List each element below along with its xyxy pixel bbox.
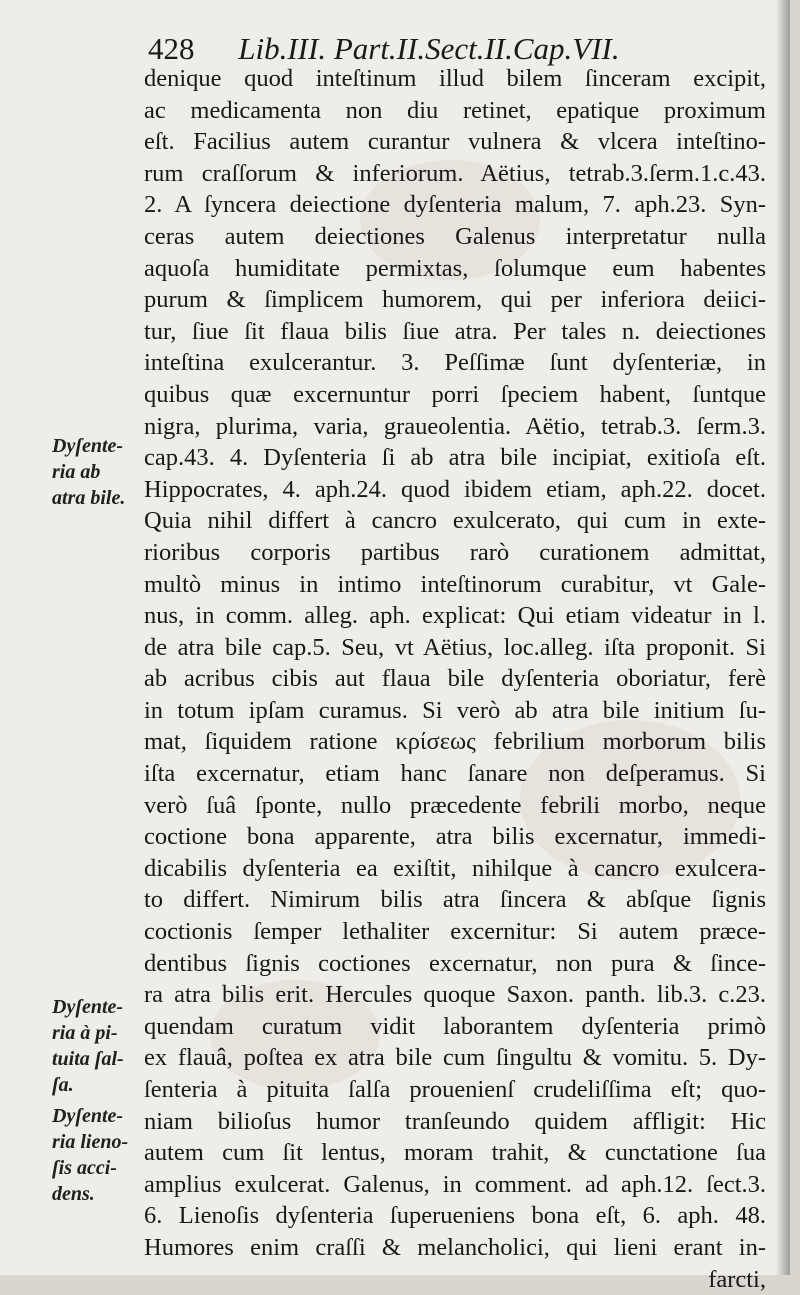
margin-note-line: Dyſente-: [52, 435, 124, 457]
text-line: eſt. Facilius autem curantur vulnera & vlcera inteſtino-: [144, 128, 766, 156]
text-line: mat, ſiquidem ratione κρίσεως febrilium morborum bilis: [144, 728, 766, 756]
text-line: farcti,: [708, 1265, 766, 1293]
text-line: quibus quæ excernuntur porri ſpeciem habent, ſuntque: [144, 380, 766, 408]
text-line: nigra, plurima, varia, graueolentia. Aëtio, tetrab.3. ſerm.3.: [144, 412, 766, 440]
text-line: coctionis ſemper lethaliter excernitur: Si autem præce-: [144, 918, 766, 946]
text-line: ab acribus cibis aut flaua bile dyſenteria oboriatur, ferè: [144, 665, 766, 693]
text-line: nus, in comm. alleg. aph. explicat: Qui etiam videatur in l.: [144, 602, 766, 630]
text-line: Quia nihil differt à cancro exulcerato, qui cum in exte-: [144, 507, 766, 535]
main-text-block: [144, 63, 766, 1295]
text-line: ra atra bilis erit. Hercules quoque Saxon. panth. lib.3. c.23.: [144, 981, 766, 1009]
text-line: rum craſſorum & inferiorum. Aëtius, tetrab.3.ſerm.1.c.43.: [144, 159, 766, 187]
margin-note-line: tuita ſal-: [52, 1048, 124, 1070]
text-line: ſenteria à pituita ſalſa prouenienſ crudeliſſima eſt; quo-: [144, 1076, 766, 1103]
margin-note-line: atra bile.: [52, 487, 126, 509]
margin-note-line: ſis acci-: [52, 1157, 117, 1179]
margin-note-lienosis: [52, 1103, 144, 1207]
text-line: 2. A ſyncera deiectione dyſenteria malum, 7. aph.23. Syn-: [144, 191, 766, 219]
text-line: verò ſuâ ſponte, nullo præcedente febrili morbo, neque: [144, 791, 766, 819]
margin-note-line: dens.: [52, 1183, 95, 1205]
text-line: cap.43. 4. Dyſenteria ſi ab atra bile incipiat, exitioſa eſt.: [144, 444, 766, 472]
margin-note-line: ria à pi-: [52, 1022, 118, 1044]
text-line: autem cum ſit lentus, moram trahit, & cunctatione ſua: [144, 1139, 766, 1167]
text-line: ceras autem deiectiones Galenus interpretatur nulla: [144, 222, 766, 250]
text-line: purum & ſimplicem humorem, qui per inferiora deiici-: [144, 286, 766, 314]
margin-note-line: ria ab: [52, 461, 101, 483]
text-line: in totum ipſam curamus. Si verò ab atra bile initium ſu-: [144, 696, 766, 724]
text-line: rioribus corporis partibus rarò curationem admittat,: [144, 538, 766, 566]
text-line: niam bilioſus humor tranſeundo quidem affligit: Hic: [144, 1107, 766, 1135]
text-line: Hippocrates, 4. aph.24. quod ibidem etiam, aph.22. docet.: [144, 475, 766, 503]
margin-note-line: Dyſente-: [52, 996, 124, 1018]
text-line: ex flauâ, poſtea ex atra bile cum ſingultu & vomitu. 5. Dy-: [144, 1044, 766, 1072]
text-line: inteſtina exulcerantur. 3. Peſſimæ ſunt dyſenteriæ, in: [144, 349, 766, 377]
margin-note-line: ſa.: [52, 1074, 74, 1096]
text-line: ac medicamenta non diu retinet, epatique proximum: [144, 96, 766, 124]
text-line: aquoſa humiditate permixtas, ſolumque eum habentes: [144, 254, 766, 282]
margin-note-line: ria lieno-: [52, 1131, 129, 1153]
page-number: 428: [148, 31, 195, 66]
text-line: multò minus in intimo inteſtinorum curabitur, vt Gale-: [144, 570, 766, 598]
margin-note-pituita-salsa: [52, 994, 144, 1098]
text-line: dentibus ſignis coctiones excernatur, non pura & ſince-: [144, 949, 766, 977]
text-line: denique quod inteſtinum illud bilem ſinceram excipit,: [144, 65, 766, 92]
margin-note-atra-bile: [52, 433, 144, 511]
text-line: 6. Lienoſis dyſenteria ſuperueniens bona eſt, 6. aph. 48.: [144, 1202, 766, 1230]
text-line: dicabilis dyſenteria ea exiſtit, nihilque à cancro exulcera-: [144, 854, 766, 882]
text-line: tur, ſiue ſit flaua bilis ſiue atra. Per tales n. deiectiones: [144, 317, 766, 345]
running-head: Lib.III. Part.II.Sect.II.Cap.VII.: [238, 31, 620, 66]
text-line: de atra bile cap.5. Seu, vt Aëtius, loc.alleg. iſta proponit. Si: [144, 633, 766, 661]
text-line: amplius exulcerat. Galenus, in comment. ad aph.12. ſect.3.: [144, 1170, 766, 1198]
page-edge-shadow: [776, 0, 790, 1275]
text-line: iſta excernatur, etiam hanc ſanare non deſperamus. Si: [144, 760, 766, 788]
text-line: coctione bona apparente, atra bilis excernatur, immedi-: [144, 823, 766, 851]
text-line: to differt. Nimirum bilis atra ſincera & abſque ſignis: [144, 886, 766, 914]
text-line: Humores enim craſſi & melancholici, qui lieni erant in-: [144, 1233, 766, 1261]
text-line: quendam curatum vidit laborantem dyſenteria primò: [144, 1012, 766, 1040]
margin-note-line: Dyſente-: [52, 1105, 124, 1127]
